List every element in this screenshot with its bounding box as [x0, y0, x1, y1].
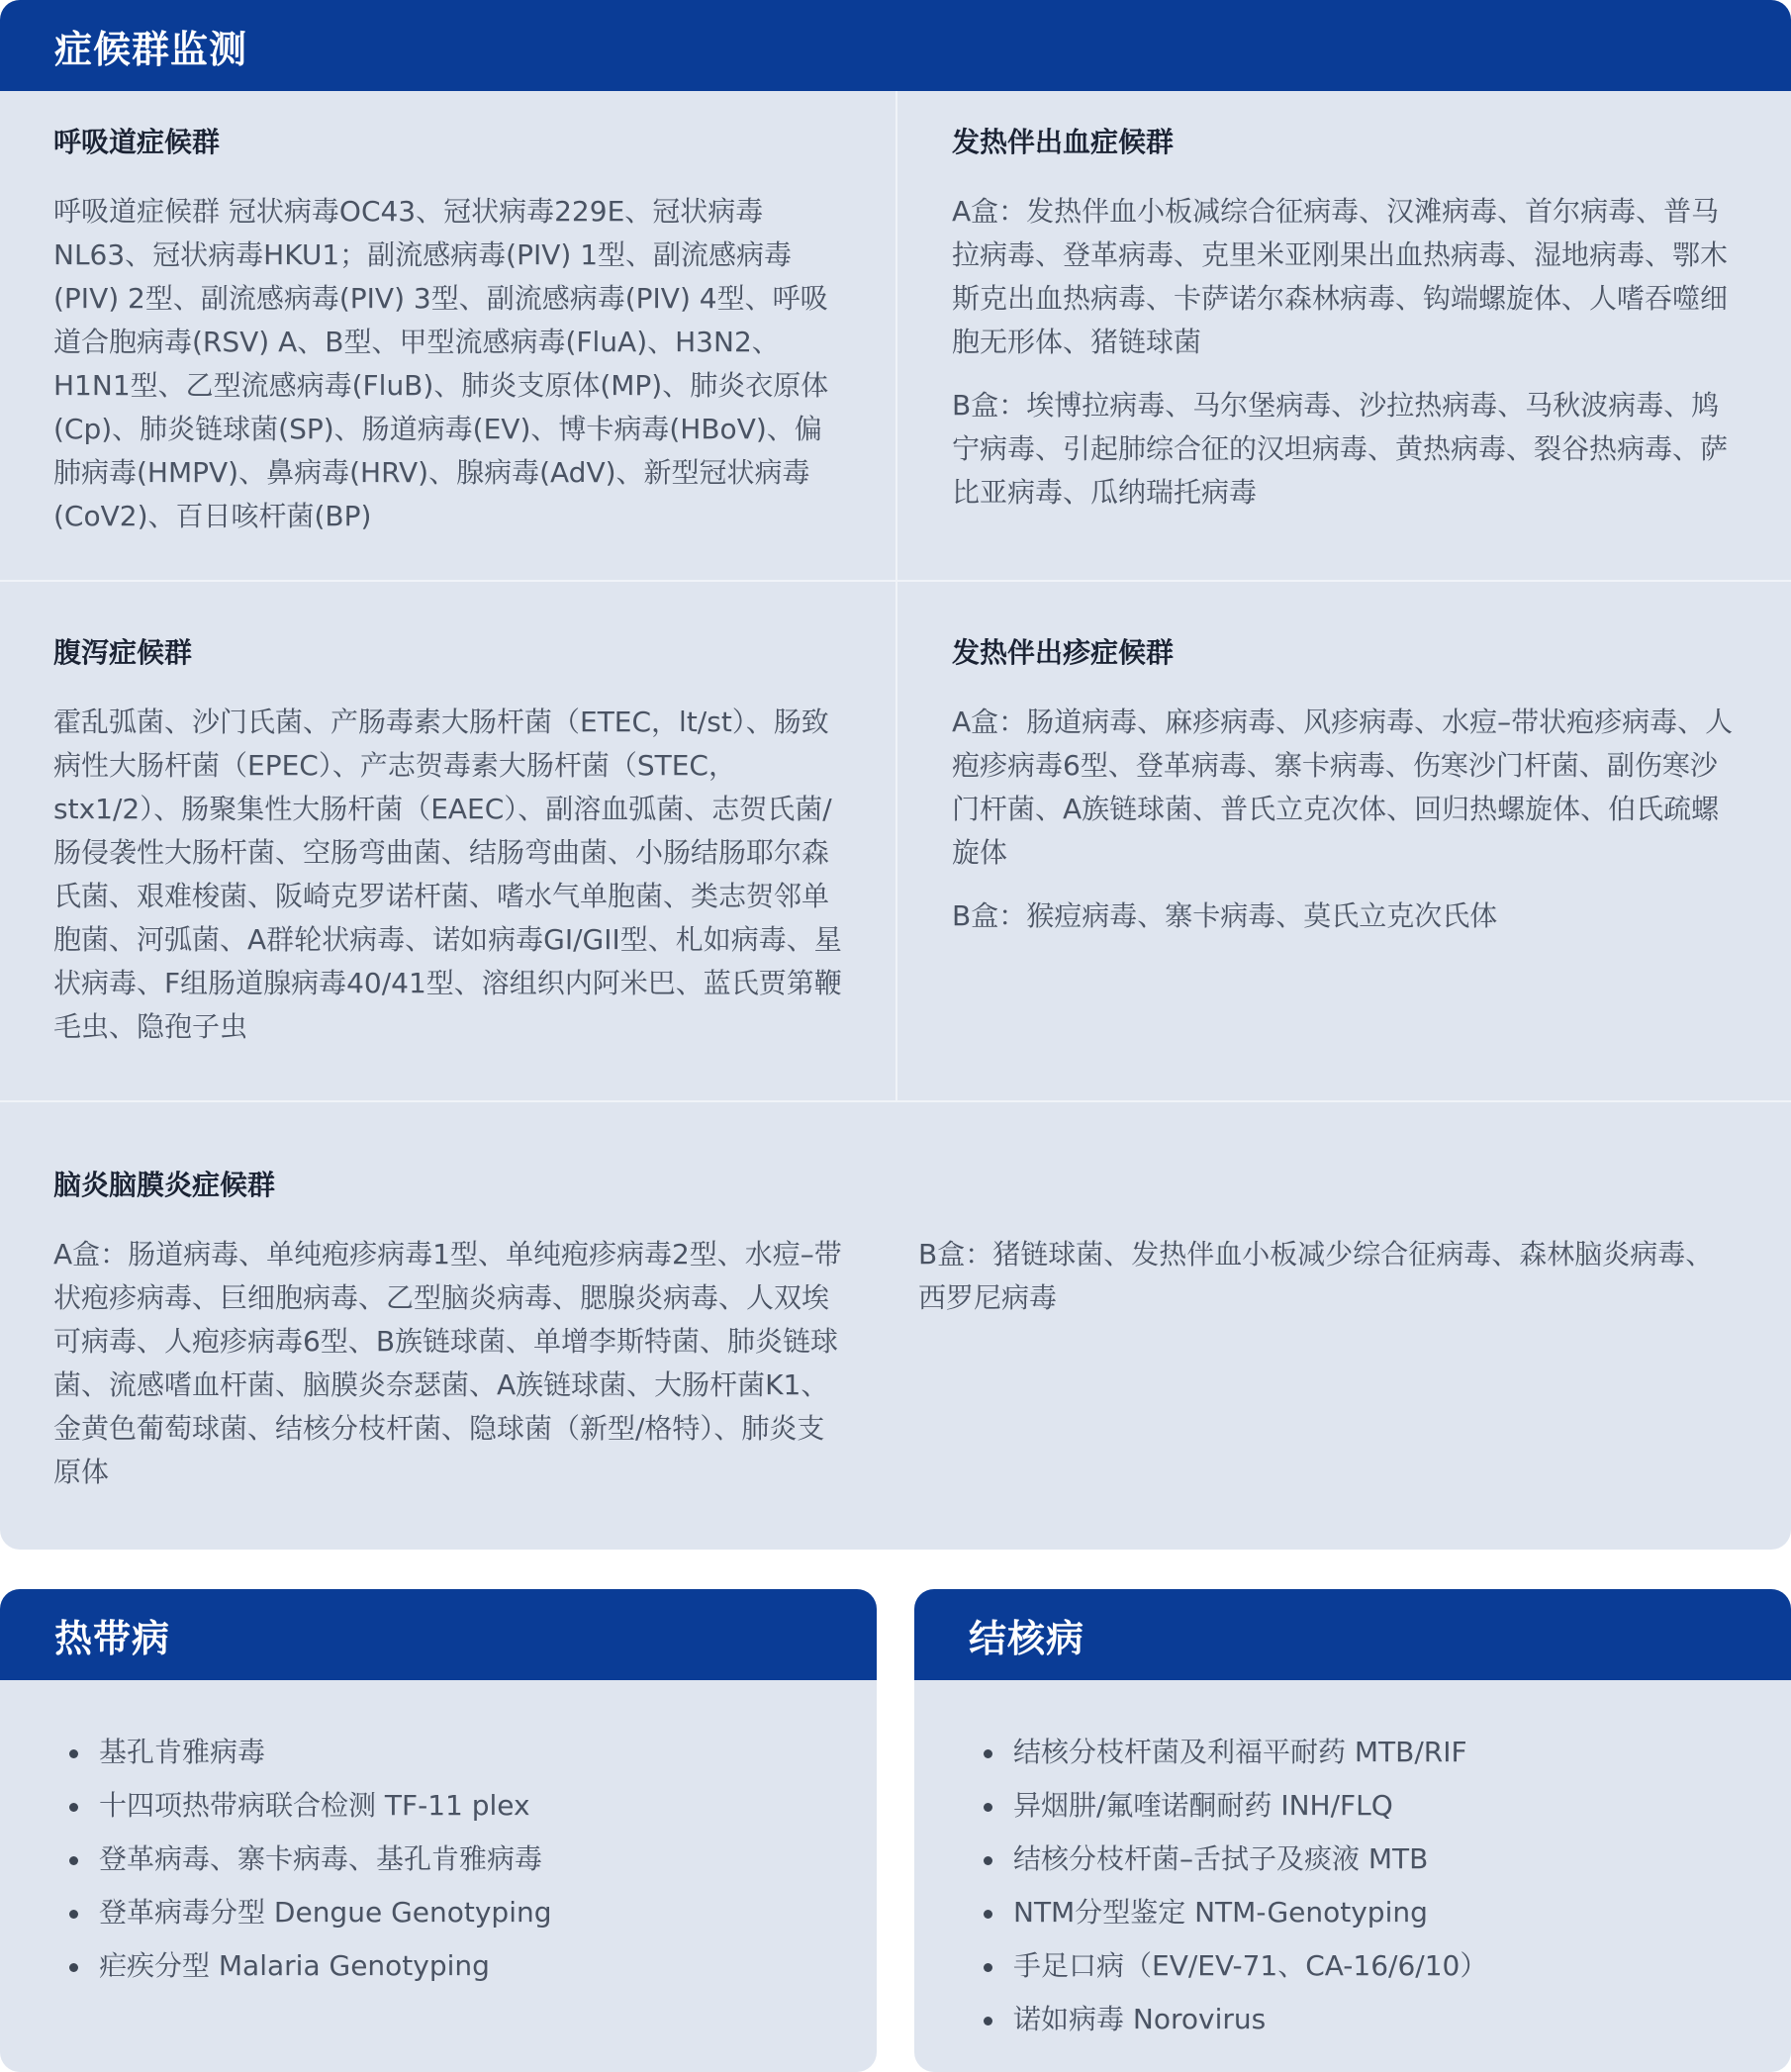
encephalitis-title: 脑炎脑膜炎症候群: [53, 1169, 276, 1201]
list-item: 基孔肯雅病毒: [69, 1726, 552, 1779]
column-divider: [896, 91, 897, 1102]
respiratory-text: 呼吸道症候群 冠状病毒OC43、冠状病毒229E、冠状病毒NL63、冠状病毒HKU1；副流感病毒(PIV) 1型、副流感病毒(PIV) 2型、副流感病毒(PIV) 3型、副流感病毒(PIV) 4型、呼吸道合胞病毒(RSV) A、B型、甲型流感病毒(FluA)、H3N2、H1N1型、乙型流感病毒(FluB)、肺炎支原体(MP)、肺炎衣原体(Cp)、肺炎链球菌(SP)、肠道病毒(EV)、博卡病毒(HBoV)、偏肺病毒(HMPV)、鼻病毒(HRV)、腺病毒(AdV)、新型冠状病毒(CoV2)、百日咳杆菌(BP): [53, 195, 829, 532]
list-item: 十四项热带病联合检测 TF-11 plex: [69, 1779, 552, 1833]
encephalitis-section: [53, 1166, 845, 1514]
rash-section: [952, 633, 1744, 958]
hemorrhagic-title: 发热伴出血症候群: [952, 126, 1175, 158]
list-item: 手足口病（EV/EV-71、CA-16/6/10）: [984, 1939, 1487, 1993]
list-item: 疟疾分型 Malaria Genotyping: [69, 1939, 552, 1993]
list-item: 结核分枝杆菌–舌拭子及痰液 MTB: [984, 1833, 1487, 1886]
list-item: 登革病毒、寨卡病毒、基孔肯雅病毒: [69, 1833, 552, 1886]
tuberculosis-list: [984, 1726, 1487, 2046]
diarrhea-text: 霍乱弧菌、沙门氏菌、产肠毒素大肠杆菌（ETEC，lt/st）、肠致病性大肠杆菌（EPEC）、产志贺毒素大肠杆菌（STEC，stx1/2）、肠聚集性大肠杆菌（EAEC）、副溶血弧菌、志贺氏菌/肠侵袭性大肠杆菌、空肠弯曲菌、结肠弯曲菌、小肠结肠耶尔森氏菌、艰难梭菌、阪崎克罗诺杆菌、嗜水气单胞菌、类志贺邻单胞菌、河弧菌、A群轮状病毒、诺如病毒GI/GII型、札如病毒、星状病毒、F组肠道腺病毒40/41型、溶组织内阿米巴、蓝氏贾第鞭毛虫、隐孢子虫: [53, 706, 842, 1043]
list-item: 结核分枝杆菌及利福平耐药 MTB/RIF: [984, 1726, 1487, 1779]
respiratory-title: 呼吸道症候群: [53, 126, 221, 158]
encephalitis-box-b-section: [918, 1233, 1730, 1340]
tuberculosis-panel: [914, 1589, 1791, 2072]
list-item: 诺如病毒 Norovirus: [984, 1993, 1487, 2046]
respiratory-section: [53, 123, 845, 558]
diarrhea-section: [53, 633, 845, 1069]
encephalitis-box-a: A盒：肠道病毒、单纯疱疹病毒1型、单纯疱疹病毒2型、水痘–带状疱疹病毒、巨细胞病毒、乙型脑炎病毒、腮腺炎病毒、人双埃可病毒、人疱疹病毒6型、B族链球菌、单增李斯特菌、肺炎链球菌、流感嗜血杆菌、脑膜炎奈瑟菌、A族链球菌、大肠杆菌K1、金黄色葡萄球菌、结核分枝杆菌、隐球菌（新型/格特）、肺炎支原体: [53, 1238, 842, 1488]
row-divider: [0, 580, 1791, 582]
syndrome-monitoring-title: 症候群监测: [0, 0, 1791, 91]
encephalitis-box-b: B盒：猪链球菌、发热伴血小板减少综合征病毒、森林脑炎病毒、西罗尼病毒: [918, 1238, 1714, 1314]
hemorrhagic-box-b: B盒：埃博拉病毒、马尔堡病毒、沙拉热病毒、马秋波病毒、鸠宁病毒、引起肺综合征的汉坦病毒、黄热病毒、裂谷热病毒、萨比亚病毒、瓜纳瑞托病毒: [952, 389, 1729, 509]
tropical-disease-title: 热带病: [0, 1589, 877, 1680]
row-divider: [0, 1100, 1791, 1102]
rash-box-a: A盒：肠道病毒、麻疹病毒、风疹病毒、水痘–带状疱疹病毒、人疱疹病毒6型、登革病毒、寨卡病毒、伤寒沙门杆菌、副伤寒沙门杆菌、A族链球菌、普氏立克次体、回归热螺旋体、伯氏疏螺旋体: [952, 706, 1734, 869]
list-item: 异烟肼/氟喹诺酮耐药 INH/FLQ: [984, 1779, 1487, 1833]
list-item: NTM分型鉴定 NTM-Genotyping: [984, 1886, 1487, 1939]
list-item: 登革病毒分型 Dengue Genotyping: [69, 1886, 552, 1939]
diarrhea-title: 腹泻症候群: [53, 636, 193, 669]
tuberculosis-title: 结核病: [914, 1589, 1791, 1680]
hemorrhagic-box-a: A盒：发热伴血小板减综合征病毒、汉滩病毒、首尔病毒、普马拉病毒、登革病毒、克里米亚刚果出血热病毒、湿地病毒、鄂木斯克出血热病毒、卡萨诺尔森林病毒、钩端螺旋体、人嗜吞噬细胞无形体、猪链球菌: [952, 195, 1729, 358]
hemorrhagic-section: [952, 123, 1744, 534]
tropical-disease-panel: [0, 1589, 877, 2072]
tropical-disease-list: [69, 1726, 552, 1993]
rash-title: 发热伴出疹症候群: [952, 636, 1175, 669]
rash-box-b: B盒：猴痘病毒、寨卡病毒、莫氏立克次氏体: [952, 899, 1498, 932]
